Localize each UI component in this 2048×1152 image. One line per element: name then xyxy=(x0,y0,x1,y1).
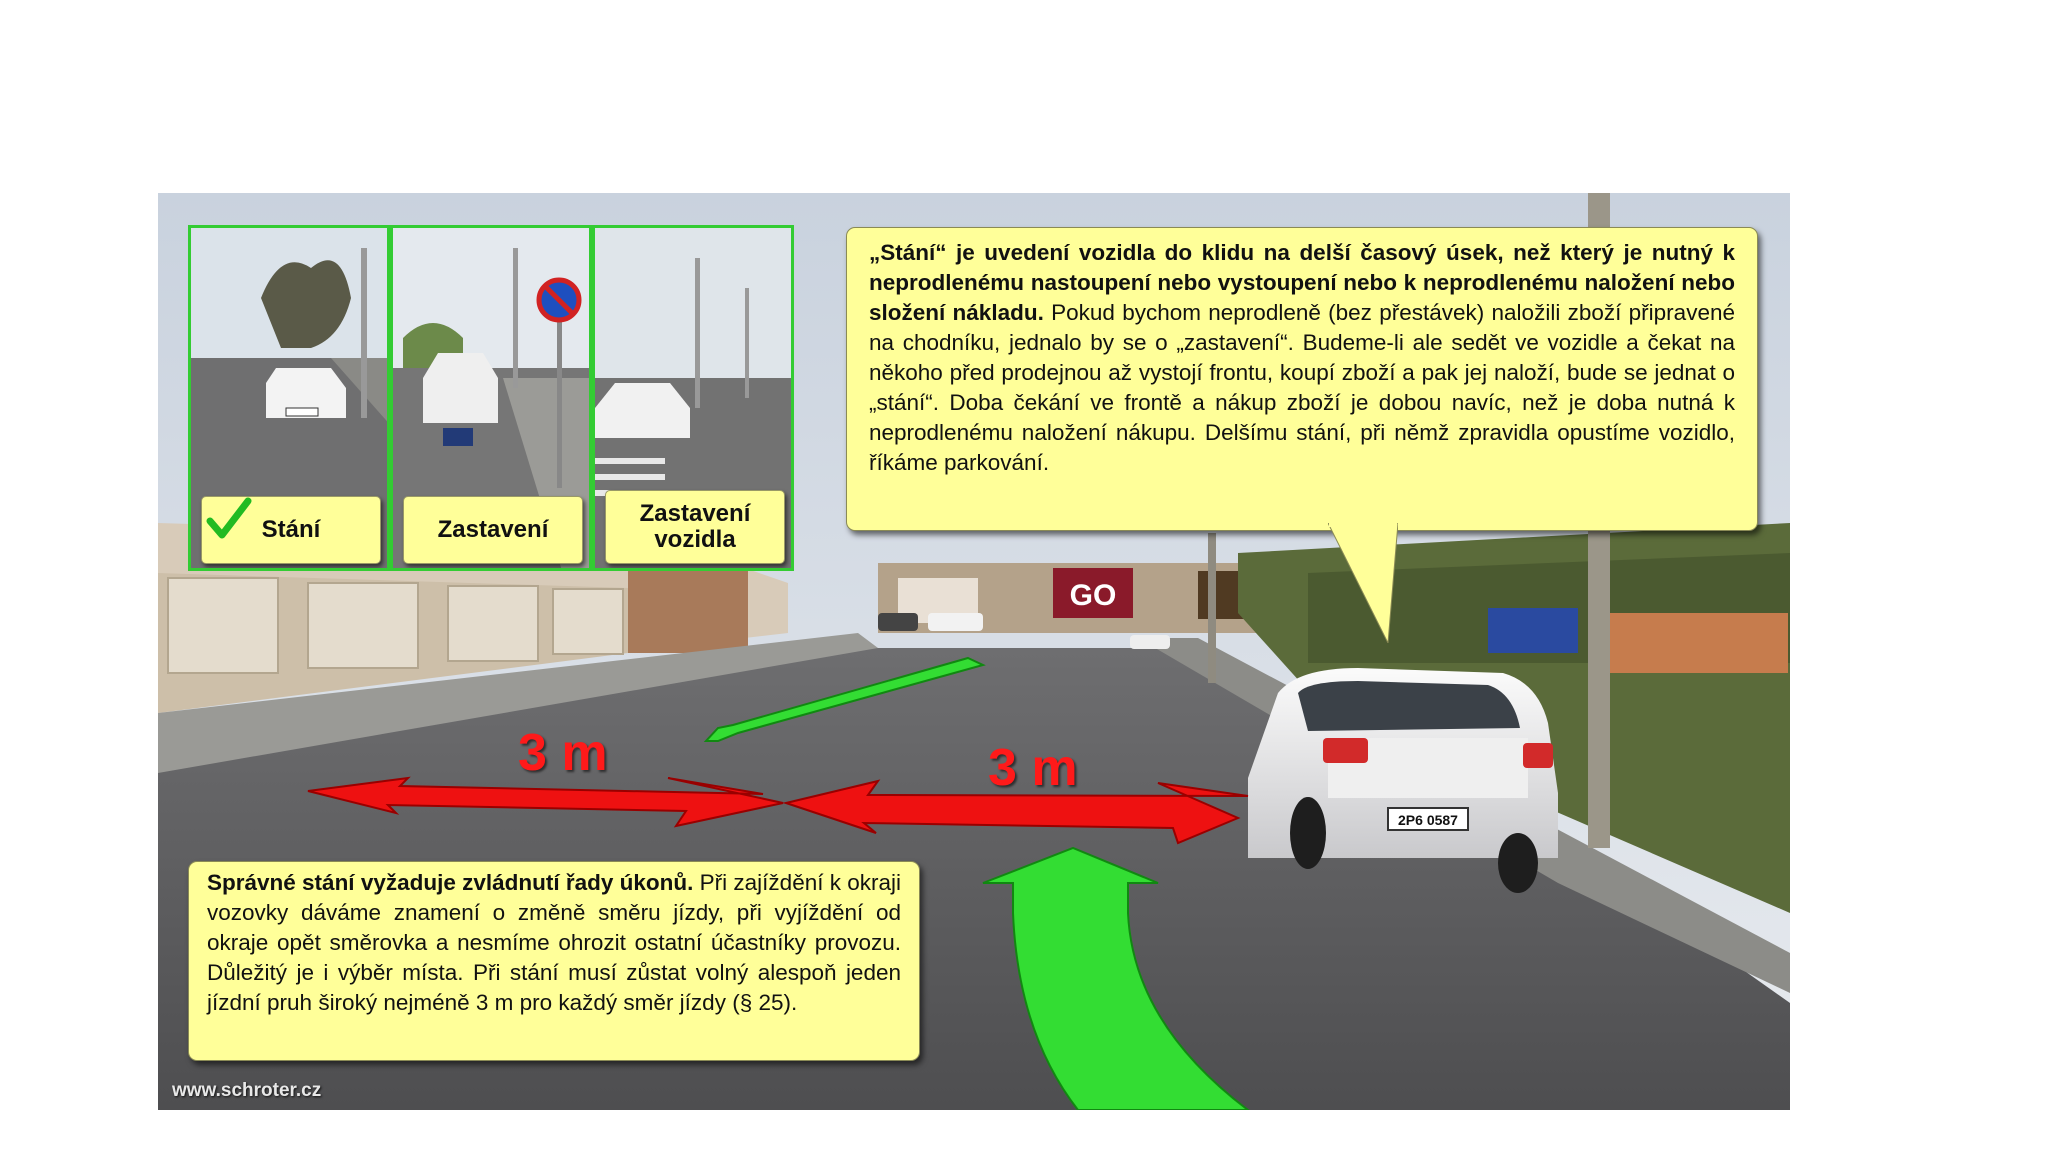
caption-stani-label: Stání xyxy=(261,516,321,543)
dimension-label-right: 3 m xyxy=(988,739,1078,797)
callout-spravne-bold: Správné stání vyžaduje zvládnutí řady úkonů. xyxy=(207,870,694,895)
inset-photo-zastaveni-vozidla xyxy=(592,225,794,571)
checkmark-icon xyxy=(206,497,252,543)
inset-photo-zastaveni xyxy=(390,225,592,571)
callout-stani-text: Pokud bychom neprodleně (bez přestávek) naložili zboží připravené na chodníku, jednalo by se o „zastavení“. Budeme-li ale sedět ve vozidle a čekat na někoho před prodejnou až vystojí frontu, koupí zboží a pak jej naloží, bude se jednat o „stání“. Doba čekání ve frontě a nákup zboží je dobou navíc, než je doba nutná k neprodlenému naložení nákupu. Delšímu stání, při němž zpravidla opustíme vozidlo, říkáme parkování. xyxy=(869,300,1735,475)
callout-spravne-stani xyxy=(188,861,920,1061)
watermark-url: www.schroter.cz xyxy=(172,1080,322,1101)
caption-zastaveni-label: Zastavení xyxy=(437,516,549,543)
caption-zastaveni-vozidla-line1: Zastavení xyxy=(639,500,751,527)
callout-pointer xyxy=(1328,523,1398,643)
caption-zastaveni-vozidla-line2: vozidla xyxy=(654,526,736,553)
callout-spravne-text: Při zajíždění k okraji vozovky dáváme znamení o změně směru jízdy, při vyjíždění od okraje opět směrovka a nesmíme ohrozit ostatní účastníky provozu. Důležitý je i výběr místa. Při stání musí zůstat volný alespoň jeden jízdní pruh široký nejméně 3 m pro každý směr jízdy (§ 25). xyxy=(207,870,901,1015)
billboard-go-text: GO xyxy=(1069,579,1117,612)
caption-zastaveni-vozidla xyxy=(605,490,785,564)
callout-stani-bold: „Stání“ je uvedení vozidla do klidu na delší časový úsek, než který je nutný k neprodlenému nastoupení nebo vystoupení nebo k neprodlenému naložení nebo složení nákladu. xyxy=(869,240,1735,325)
callout-stani-definition xyxy=(846,227,1758,531)
caption-zastaveni xyxy=(403,496,583,564)
road-scene-photo xyxy=(158,193,1790,1110)
inset-photo-stani xyxy=(188,225,390,571)
license-plate: 2P6 0587 xyxy=(1398,812,1458,828)
dimension-label-left: 3 m xyxy=(518,724,608,782)
caption-stani xyxy=(201,496,381,564)
